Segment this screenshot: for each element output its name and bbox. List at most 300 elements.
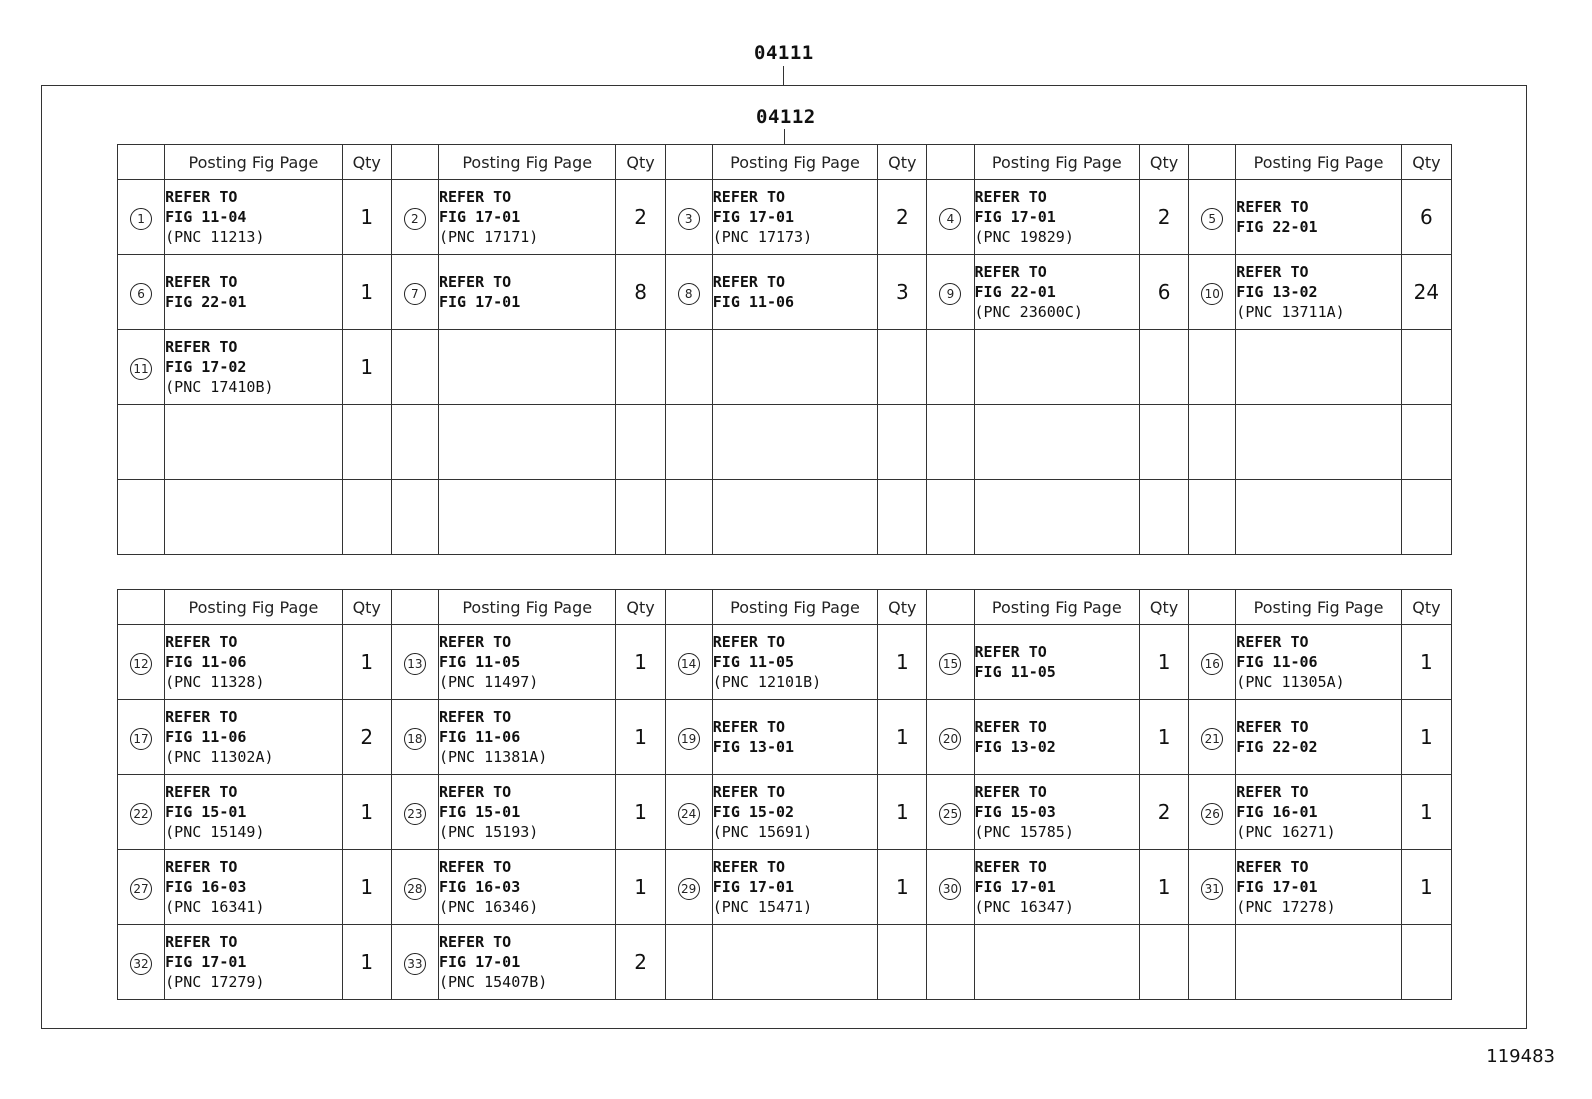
item-number-cell — [391, 330, 438, 405]
header-qty: Qty — [878, 145, 927, 180]
refer-to-text: REFER TO — [438, 933, 512, 951]
qty-cell — [1140, 925, 1189, 1000]
qty-cell: 1 — [342, 850, 391, 925]
pnc-text: (PNC 16346) — [438, 898, 539, 916]
refer-to-text: REFER TO — [712, 718, 786, 736]
qty-cell: 1 — [342, 255, 391, 330]
header-qty: Qty — [342, 145, 391, 180]
parts-table-upper — [117, 144, 1452, 555]
table-row — [118, 255, 1452, 330]
pnc-text: (PNC 15149) — [165, 823, 265, 841]
refer-to-text: REFER TO — [974, 643, 1047, 661]
fig-ref-cell — [1236, 480, 1401, 555]
table-row — [118, 330, 1452, 405]
item-number-cell — [665, 405, 712, 480]
item-number-cell — [391, 850, 438, 925]
refer-to-text: REFER TO — [712, 273, 786, 291]
item-number: 6 — [130, 283, 152, 305]
item-number: 4 — [939, 208, 961, 230]
fig-number-text: FIG 15-01 — [165, 803, 247, 821]
refer-to-text: REFER TO — [438, 858, 512, 876]
item-number-cell — [927, 405, 974, 480]
header-fig-page: Posting Fig Page — [165, 590, 343, 625]
pnc-text: (PNC 13711A) — [1236, 303, 1345, 321]
item-number-cell — [927, 625, 974, 700]
header-index-cell — [391, 145, 438, 180]
item-number-cell — [391, 480, 438, 555]
item-number-cell — [665, 925, 712, 1000]
fig-ref-cell — [974, 775, 1139, 850]
refer-to-text: REFER TO — [438, 783, 512, 801]
item-number-cell — [1189, 255, 1236, 330]
fig-number-text: FIG 17-01 — [712, 208, 795, 226]
fig-number-text: FIG 11-06 — [165, 653, 247, 671]
fig-ref-cell — [438, 925, 616, 1000]
item-number-cell — [391, 180, 438, 255]
pnc-text: (PNC 11497) — [438, 673, 539, 691]
item-number-cell — [118, 925, 165, 1000]
fig-ref-cell — [974, 925, 1139, 1000]
fig-ref-cell — [712, 405, 877, 480]
qty-cell: 1 — [878, 700, 927, 775]
fig-ref-cell — [165, 405, 343, 480]
item-number: 21 — [1201, 728, 1223, 750]
assembly-label-04112: 04112 — [756, 106, 816, 128]
fig-number-text: FIG 17-02 — [165, 358, 247, 376]
pnc-text: (PNC 15471) — [712, 898, 813, 916]
header-qty: Qty — [342, 590, 391, 625]
item-number-cell — [391, 775, 438, 850]
pnc-text: (PNC 15785) — [974, 823, 1074, 841]
fig-number-text: FIG 16-03 — [438, 878, 521, 896]
fig-ref-cell — [438, 775, 616, 850]
fig-number-text: FIG 15-01 — [438, 803, 521, 821]
pnc-text: (PNC 17410B) — [165, 378, 274, 396]
qty-cell: 1 — [616, 700, 665, 775]
fig-ref-cell — [712, 255, 877, 330]
table-row — [118, 625, 1452, 700]
fig-ref-cell — [438, 700, 616, 775]
header-qty: Qty — [878, 590, 927, 625]
pnc-text: (PNC 16347) — [974, 898, 1074, 916]
header-qty: Qty — [1401, 590, 1451, 625]
header-qty: Qty — [1140, 145, 1189, 180]
fig-ref-cell — [1236, 625, 1401, 700]
qty-cell — [1140, 405, 1189, 480]
item-number: 9 — [939, 283, 961, 305]
item-number: 13 — [404, 653, 426, 675]
item-number: 14 — [678, 653, 700, 675]
item-number: 10 — [1201, 283, 1223, 305]
refer-to-text: REFER TO — [1236, 263, 1309, 281]
fig-ref-cell — [1236, 180, 1401, 255]
refer-to-text: REFER TO — [974, 718, 1047, 736]
qty-cell — [878, 330, 927, 405]
refer-to-text: REFER TO — [974, 858, 1047, 876]
qty-cell: 2 — [878, 180, 927, 255]
pnc-text: (PNC 11328) — [165, 673, 265, 691]
header-index-cell — [927, 145, 974, 180]
pnc-text: (PNC 17173) — [712, 228, 813, 246]
qty-cell: 2 — [1140, 775, 1189, 850]
fig-ref-cell — [165, 700, 343, 775]
pnc-text: (PNC 15193) — [438, 823, 539, 841]
qty-cell: 24 — [1401, 255, 1451, 330]
fig-number-text: FIG 17-01 — [974, 208, 1056, 226]
fig-ref-cell — [438, 405, 616, 480]
fig-number-text: FIG 13-01 — [712, 738, 795, 756]
fig-number-text: FIG 11-06 — [1236, 653, 1318, 671]
item-number-cell — [391, 405, 438, 480]
item-number-cell — [1189, 180, 1236, 255]
pnc-text: (PNC 12101B) — [712, 673, 822, 691]
fig-ref-cell — [438, 625, 616, 700]
item-number: 23 — [404, 803, 426, 825]
qty-cell — [1140, 330, 1189, 405]
fig-number-text: FIG 17-01 — [712, 878, 795, 896]
qty-cell — [616, 480, 665, 555]
item-number-cell — [1189, 775, 1236, 850]
qty-cell: 2 — [616, 925, 665, 1000]
item-number-cell — [118, 405, 165, 480]
fig-number-text: FIG 13-02 — [974, 738, 1056, 756]
qty-cell: 2 — [342, 700, 391, 775]
header-row — [118, 590, 1452, 625]
qty-cell — [342, 480, 391, 555]
item-number-cell — [665, 625, 712, 700]
fig-number-text: FIG 22-01 — [974, 283, 1056, 301]
leader-line-04112 — [784, 129, 785, 144]
fig-number-text: FIG 17-01 — [438, 208, 521, 226]
item-number: 15 — [939, 653, 961, 675]
qty-cell: 2 — [1140, 180, 1189, 255]
refer-to-text: REFER TO — [712, 783, 786, 801]
item-number-cell — [665, 480, 712, 555]
header-index-cell — [665, 145, 712, 180]
qty-cell — [878, 405, 927, 480]
qty-cell — [1401, 330, 1451, 405]
item-number-cell — [927, 480, 974, 555]
pnc-text: (PNC 15407B) — [438, 973, 548, 991]
item-number: 24 — [678, 803, 700, 825]
fig-number-text: FIG 22-02 — [1236, 738, 1318, 756]
table-row — [118, 700, 1452, 775]
qty-cell: 2 — [616, 180, 665, 255]
qty-cell: 8 — [616, 255, 665, 330]
pnc-text: (PNC 17278) — [1236, 898, 1336, 916]
header-index-cell — [1189, 145, 1236, 180]
fig-number-text: FIG 15-03 — [974, 803, 1056, 821]
fig-number-text: FIG 17-01 — [438, 293, 521, 311]
qty-cell: 1 — [1140, 625, 1189, 700]
qty-cell: 1 — [878, 775, 927, 850]
refer-to-text: REFER TO — [165, 338, 238, 356]
fig-number-text: FIG 13-02 — [1236, 283, 1318, 301]
item-number-cell — [118, 850, 165, 925]
header-index-cell — [665, 590, 712, 625]
pnc-text: (PNC 16271) — [1236, 823, 1336, 841]
qty-cell: 1 — [342, 775, 391, 850]
item-number-cell — [1189, 850, 1236, 925]
header-row — [118, 145, 1452, 180]
item-number-cell — [665, 775, 712, 850]
fig-number-text: FIG 22-01 — [1236, 218, 1318, 236]
item-number-cell — [665, 850, 712, 925]
qty-cell: 3 — [878, 255, 927, 330]
header-index-cell — [1189, 590, 1236, 625]
qty-cell: 1 — [878, 850, 927, 925]
fig-ref-cell — [712, 625, 877, 700]
pnc-text: (PNC 17171) — [438, 228, 539, 246]
item-number: 28 — [404, 878, 426, 900]
table-row — [118, 925, 1452, 1000]
header-fig-page: Posting Fig Page — [712, 590, 877, 625]
item-number: 31 — [1201, 878, 1223, 900]
header-qty: Qty — [616, 145, 665, 180]
item-number: 2 — [404, 208, 426, 230]
fig-ref-cell — [974, 330, 1139, 405]
fig-ref-cell — [712, 850, 877, 925]
leader-line-04111 — [783, 66, 784, 85]
qty-cell: 1 — [342, 180, 391, 255]
item-number: 1 — [130, 208, 152, 230]
table-row — [118, 480, 1452, 555]
item-number: 3 — [678, 208, 700, 230]
fig-ref-cell — [438, 255, 616, 330]
refer-to-text: REFER TO — [1236, 783, 1309, 801]
refer-to-text: REFER TO — [1236, 858, 1309, 876]
fig-ref-cell — [1236, 330, 1401, 405]
pnc-text: (PNC 11305A) — [1236, 673, 1345, 691]
refer-to-text: REFER TO — [165, 858, 238, 876]
item-number-cell — [118, 180, 165, 255]
fig-ref-cell — [1236, 925, 1401, 1000]
qty-cell — [616, 405, 665, 480]
header-fig-page: Posting Fig Page — [974, 590, 1139, 625]
item-number-cell — [927, 850, 974, 925]
item-number-cell — [118, 255, 165, 330]
qty-cell: 1 — [616, 850, 665, 925]
refer-to-text: REFER TO — [1236, 633, 1309, 651]
item-number-cell — [1189, 330, 1236, 405]
fig-ref-cell — [974, 700, 1139, 775]
item-number: 33 — [404, 953, 426, 975]
pnc-text: (PNC 19829) — [974, 228, 1074, 246]
item-number-cell — [118, 700, 165, 775]
header-fig-page: Posting Fig Page — [1236, 590, 1401, 625]
fig-number-text: FIG 11-05 — [974, 663, 1056, 681]
fig-ref-cell — [165, 850, 343, 925]
pnc-text: (PNC 15691) — [712, 823, 813, 841]
qty-cell — [878, 925, 927, 1000]
item-number-cell — [1189, 625, 1236, 700]
refer-to-text: REFER TO — [165, 783, 238, 801]
table-row — [118, 180, 1452, 255]
table-row — [118, 850, 1452, 925]
item-number: 12 — [130, 653, 152, 675]
qty-cell: 1 — [1140, 850, 1189, 925]
fig-ref-cell — [712, 775, 877, 850]
header-index-cell — [927, 590, 974, 625]
refer-to-text: REFER TO — [1236, 198, 1309, 216]
item-number: 8 — [678, 283, 700, 305]
qty-cell — [1401, 480, 1451, 555]
fig-ref-cell — [165, 330, 343, 405]
header-index-cell — [118, 590, 165, 625]
fig-ref-cell — [165, 775, 343, 850]
qty-cell — [1401, 405, 1451, 480]
item-number-cell — [1189, 480, 1236, 555]
refer-to-text: REFER TO — [974, 783, 1047, 801]
fig-number-text: FIG 11-06 — [438, 728, 521, 746]
fig-number-text: FIG 11-05 — [438, 653, 521, 671]
pnc-text: (PNC 11213) — [165, 228, 265, 246]
header-index-cell — [391, 590, 438, 625]
item-number: 25 — [939, 803, 961, 825]
item-number-cell — [927, 925, 974, 1000]
header-fig-page: Posting Fig Page — [974, 145, 1139, 180]
item-number-cell — [391, 925, 438, 1000]
fig-ref-cell — [712, 180, 877, 255]
qty-cell: 1 — [1401, 775, 1451, 850]
refer-to-text: REFER TO — [165, 188, 238, 206]
item-number-cell — [665, 330, 712, 405]
fig-ref-cell — [165, 480, 343, 555]
item-number: 22 — [130, 803, 152, 825]
header-index-cell — [118, 145, 165, 180]
header-qty: Qty — [616, 590, 665, 625]
item-number: 11 — [130, 358, 152, 380]
header-fig-page: Posting Fig Page — [712, 145, 877, 180]
fig-ref-cell — [165, 625, 343, 700]
refer-to-text: REFER TO — [1236, 718, 1309, 736]
table-row — [118, 775, 1452, 850]
item-number-cell — [927, 255, 974, 330]
fig-ref-cell — [165, 255, 343, 330]
item-number: 5 — [1201, 208, 1223, 230]
header-qty: Qty — [1140, 590, 1189, 625]
qty-cell: 6 — [1401, 180, 1451, 255]
assembly-label-04111: 04111 — [754, 42, 814, 64]
qty-cell — [616, 330, 665, 405]
item-number-cell — [118, 330, 165, 405]
qty-cell — [1140, 480, 1189, 555]
qty-cell: 1 — [1401, 625, 1451, 700]
header-fig-page: Posting Fig Page — [165, 145, 343, 180]
pnc-text: (PNC 11302A) — [165, 748, 274, 766]
item-number-cell — [1189, 925, 1236, 1000]
qty-cell: 1 — [616, 775, 665, 850]
qty-cell: 1 — [342, 925, 391, 1000]
fig-ref-cell — [1236, 255, 1401, 330]
refer-to-text: REFER TO — [165, 273, 238, 291]
refer-to-text: REFER TO — [165, 933, 238, 951]
qty-cell: 1 — [342, 625, 391, 700]
fig-number-text: FIG 15-02 — [712, 803, 795, 821]
item-number: 30 — [939, 878, 961, 900]
item-number: 27 — [130, 878, 152, 900]
item-number: 32 — [130, 953, 152, 975]
fig-ref-cell — [974, 480, 1139, 555]
fig-number-text: FIG 11-05 — [712, 653, 795, 671]
item-number: 19 — [678, 728, 700, 750]
qty-cell: 1 — [342, 330, 391, 405]
qty-cell — [878, 480, 927, 555]
fig-ref-cell — [712, 330, 877, 405]
pnc-text: (PNC 11381A) — [438, 748, 548, 766]
fig-ref-cell — [974, 850, 1139, 925]
fig-ref-cell — [1236, 405, 1401, 480]
fig-ref-cell — [1236, 850, 1401, 925]
refer-to-text: REFER TO — [438, 188, 512, 206]
fig-ref-cell — [974, 405, 1139, 480]
fig-ref-cell — [438, 180, 616, 255]
fig-ref-cell — [712, 925, 877, 1000]
item-number-cell — [927, 700, 974, 775]
fig-ref-cell — [165, 925, 343, 1000]
parts-table-lower — [117, 589, 1452, 1000]
header-qty: Qty — [1401, 145, 1451, 180]
fig-number-text: FIG 17-01 — [438, 953, 521, 971]
refer-to-text: REFER TO — [712, 858, 786, 876]
fig-ref-cell — [974, 180, 1139, 255]
item-number-cell — [927, 180, 974, 255]
qty-cell — [1401, 925, 1451, 1000]
fig-ref-cell — [438, 850, 616, 925]
item-number: 7 — [404, 283, 426, 305]
fig-number-text: FIG 11-04 — [165, 208, 247, 226]
item-number-cell — [665, 180, 712, 255]
fig-ref-cell — [1236, 700, 1401, 775]
item-number-cell — [927, 775, 974, 850]
qty-cell — [342, 405, 391, 480]
refer-to-text: REFER TO — [438, 708, 512, 726]
item-number-cell — [1189, 405, 1236, 480]
fig-number-text: FIG 17-01 — [165, 953, 247, 971]
fig-ref-cell — [438, 330, 616, 405]
header-fig-page: Posting Fig Page — [1236, 145, 1401, 180]
qty-cell: 1 — [1401, 850, 1451, 925]
pnc-text: (PNC 17279) — [165, 973, 265, 991]
item-number-cell — [1189, 700, 1236, 775]
qty-cell: 6 — [1140, 255, 1189, 330]
fig-number-text: FIG 16-03 — [165, 878, 247, 896]
refer-to-text: REFER TO — [712, 633, 786, 651]
item-number: 26 — [1201, 803, 1223, 825]
pnc-text: (PNC 23600C) — [974, 303, 1083, 321]
item-number-cell — [118, 480, 165, 555]
table-row — [118, 405, 1452, 480]
item-number-cell — [391, 700, 438, 775]
item-number-cell — [665, 255, 712, 330]
item-number-cell — [118, 625, 165, 700]
pnc-text: (PNC 16341) — [165, 898, 265, 916]
refer-to-text: REFER TO — [165, 708, 238, 726]
item-number-cell — [665, 700, 712, 775]
item-number: 17 — [130, 728, 152, 750]
fig-ref-cell — [712, 700, 877, 775]
figure-number: 119483 — [1486, 1046, 1555, 1067]
item-number-cell — [391, 255, 438, 330]
refer-to-text: REFER TO — [438, 273, 512, 291]
refer-to-text: REFER TO — [165, 633, 238, 651]
item-number-cell — [391, 625, 438, 700]
item-number: 16 — [1201, 653, 1223, 675]
item-number: 29 — [678, 878, 700, 900]
item-number-cell — [118, 775, 165, 850]
fig-ref-cell — [438, 480, 616, 555]
fig-number-text: FIG 17-01 — [1236, 878, 1318, 896]
